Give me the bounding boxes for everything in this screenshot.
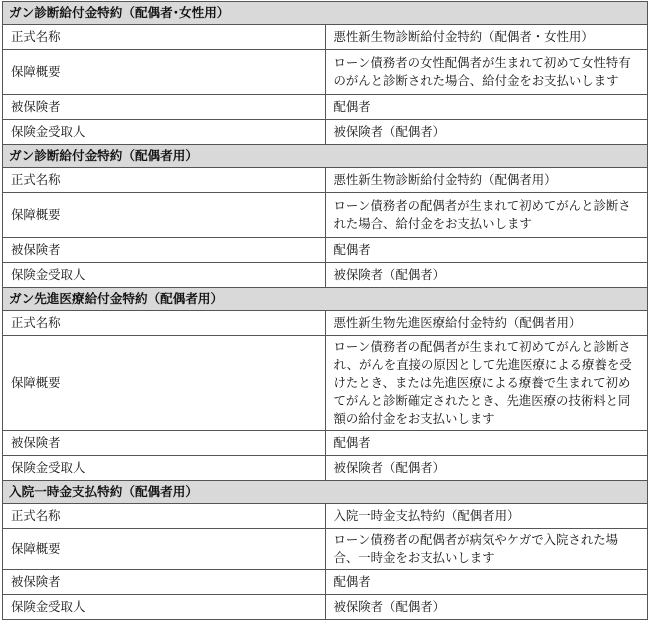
row-label: 保険金受取人 [3, 120, 326, 145]
table-row [3, 504, 648, 529]
row-value: ローン債務者の配偶者が生まれて初めてがんと診断された場合、給付金をお支払いします [325, 193, 648, 238]
row-label: 保障概要 [3, 336, 326, 431]
rider-table [2, 1, 648, 620]
row-label: 被保険者 [3, 431, 326, 456]
row-value: 被保険者（配偶者） [325, 263, 648, 288]
row-label: 正式名称 [3, 25, 326, 50]
row-value: 入院一時金支払特約（配偶者用） [325, 504, 648, 529]
row-label: 保障概要 [3, 50, 326, 95]
row-label: 正式名称 [3, 311, 326, 336]
table-row [3, 570, 648, 595]
section-header [3, 481, 648, 504]
table-row [3, 431, 648, 456]
row-value: 配偶者 [325, 431, 648, 456]
table-row [3, 311, 648, 336]
section-header [3, 145, 648, 168]
row-label: 保障概要 [3, 193, 326, 238]
row-label: 保険金受取人 [3, 456, 326, 481]
row-value: 配偶者 [325, 95, 648, 120]
section-title: 入院一時金支払特約（配偶者用） [3, 481, 648, 504]
row-label: 被保険者 [3, 95, 326, 120]
table-row [3, 263, 648, 288]
row-value: ローン債務者の配偶者が生まれて初めてがんと診断され、がんを直接の原因として先進医療による療養を受けたとき、または先進医療による療養で生まれて初めてがんと診断確定されたとき、先進医療の技術料と同額の給付金をお支払いします [325, 336, 648, 431]
row-label: 保障概要 [3, 529, 326, 570]
row-value: 悪性新生物診断給付金特約（配偶者用） [325, 168, 648, 193]
table-row [3, 120, 648, 145]
row-value: 被保険者（配偶者） [325, 120, 648, 145]
row-value: ローン債務者の女性配偶者が生まれて初めて女性特有のがんと診断された場合、給付金をお支払いします [325, 50, 648, 95]
row-value: 悪性新生物先進医療給付金特約（配偶者用） [325, 311, 648, 336]
row-value: 配偶者 [325, 570, 648, 595]
row-label: 被保険者 [3, 570, 326, 595]
table-row [3, 193, 648, 238]
row-value: 被保険者（配偶者） [325, 595, 648, 620]
section-header [3, 288, 648, 311]
table-row [3, 238, 648, 263]
row-value: ローン債務者の配偶者が病気やケガで入院された場合、一時金をお支払いします [325, 529, 648, 570]
row-label: 保険金受取人 [3, 595, 326, 620]
table-row [3, 95, 648, 120]
table-row [3, 25, 648, 50]
table-row [3, 336, 648, 431]
table-row [3, 529, 648, 570]
row-label: 被保険者 [3, 238, 326, 263]
section-title: ガン先進医療給付金特約（配偶者用） [3, 288, 648, 311]
row-value: 被保険者（配偶者） [325, 456, 648, 481]
row-label: 保険金受取人 [3, 263, 326, 288]
table-row [3, 168, 648, 193]
table-row [3, 50, 648, 95]
section-title: ガン診断給付金特約（配偶者用） [3, 145, 648, 168]
row-label: 正式名称 [3, 504, 326, 529]
row-label: 正式名称 [3, 168, 326, 193]
section-title: ガン診断給付金特約（配偶者･女性用） [3, 2, 648, 25]
section-header [3, 2, 648, 25]
row-value: 配偶者 [325, 238, 648, 263]
table-row [3, 595, 648, 620]
row-value: 悪性新生物診断給付金特約（配偶者・女性用） [325, 25, 648, 50]
table-row [3, 456, 648, 481]
